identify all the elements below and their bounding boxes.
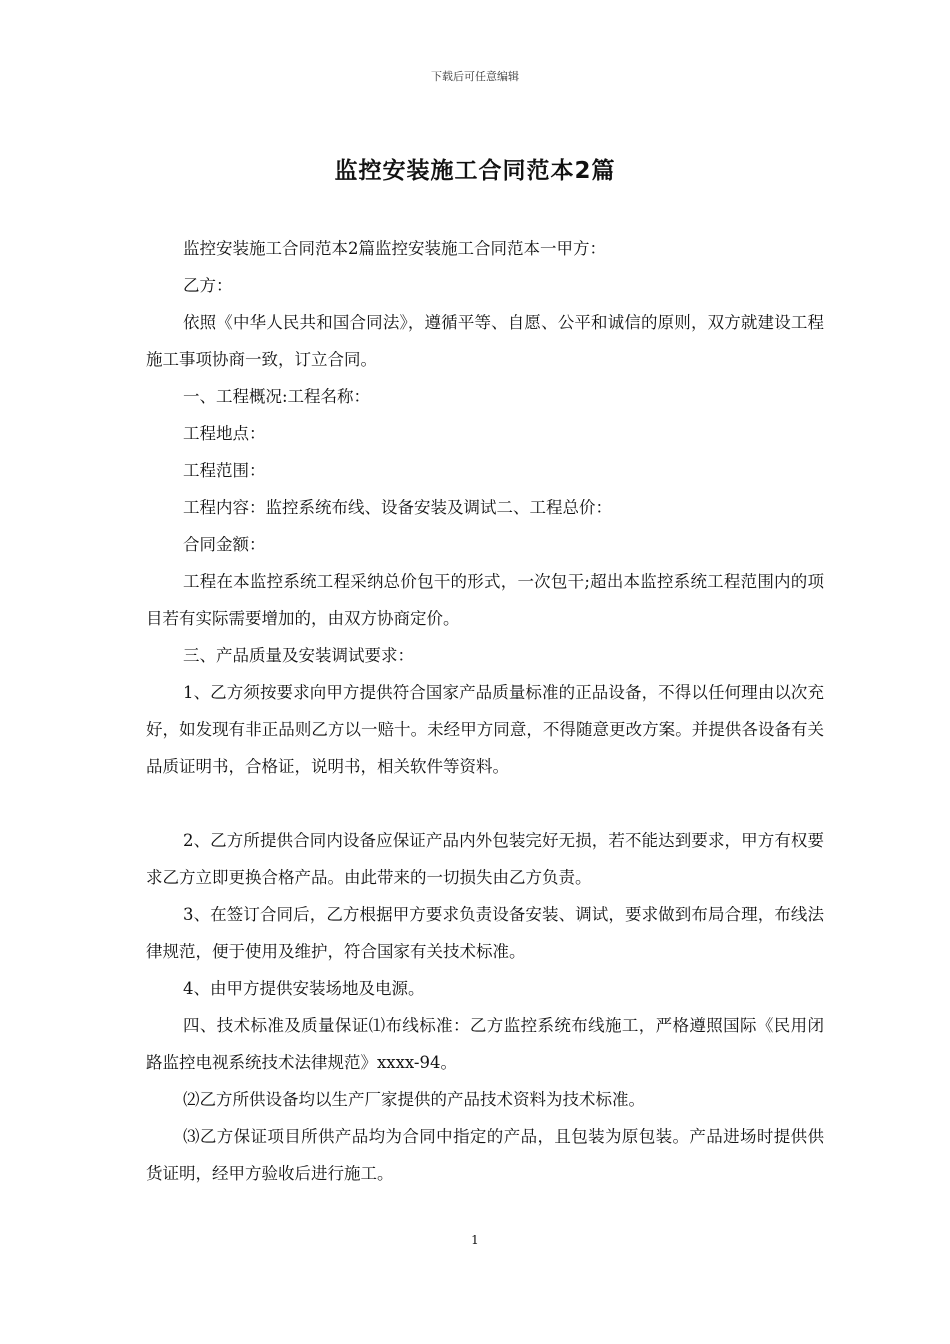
paragraph-tech-standard-2: ⑵乙方所供设备均以生产厂家提供的产品技术资料为技术标准。 (183, 1090, 645, 1109)
paragraph-clause-3: 3、在签订合同后，乙方根据甲方要求负责设备安装、调试，要求做到布局合理，布线法律规范，便于使用及维护，符合国家有关技术标准。 (146, 905, 824, 961)
paragraph-project-scope: 工程范围： (183, 461, 266, 480)
paragraph-basis: 依照《中华人民共和国合同法》，遵循平等、自愿、公平和诚信的原则，双方就建设工程施工事项协商一致，订立合同。 (146, 313, 824, 369)
paragraph-tech-standard: 四、技术标准及质量保证⑴布线标准：乙方监控系统布线施工，严格遵照国际《民用闭路监控电视系统技术法律规范》xxxx-94。 (146, 1016, 824, 1072)
page-number: 1 (471, 1233, 479, 1247)
paragraph-project-overview: 一、工程概况:工程名称： (183, 387, 371, 406)
paragraph-clause-4: 4、由甲方提供安装场地及电源。 (183, 979, 425, 998)
paragraph-intro: 监控安装施工合同范本2篇监控安装施工合同范本一甲方： (183, 239, 606, 258)
document-title: 监控安装施工合同范本2篇 (334, 158, 616, 184)
paragraph-contract-amount: 合同金额： (183, 535, 266, 554)
paragraph-tech-standard-3: ⑶乙方保证项目所供产品均为合同中指定的产品，且包装为原包装。产品进场时提供供货证明，经甲方验收后进行施工。 (146, 1127, 824, 1183)
paragraph-clause-1: 1、乙方须按要求向甲方提供符合国家产品质量标准的正品设备，不得以任何理由以次充好，如发现有非正品则乙方以一赔十。未经甲方同意，不得随意更改方案。并提供各设备有关品质证明书，合格证，说明书，相关软件等资料。 (146, 683, 824, 776)
paragraph-project-content: 工程内容：监控系统布线、设备安装及调试二、工程总价： (183, 498, 612, 517)
paragraph-project-location: 工程地点： (183, 424, 266, 443)
paragraph-clause-2: 2、乙方所提供合同内设备应保证产品内外包装完好无损，若不能达到要求，甲方有权要求乙方立即更换合格产品。由此带来的一切损失由乙方负责。 (146, 831, 824, 887)
header-note: 下载后可任意编辑 (431, 70, 519, 83)
paragraph-party-b: 乙方： (183, 276, 233, 295)
paragraph-lump-sum: 工程在本监控系统工程采纳总价包干的形式，一次包干;超出本监控系统工程范围内的项目若有实际需要增加的，由双方协商定价。 (146, 572, 824, 628)
paragraph-quality-heading: 三、产品质量及安装调试要求： (183, 646, 414, 665)
document-body (146, 230, 824, 1192)
